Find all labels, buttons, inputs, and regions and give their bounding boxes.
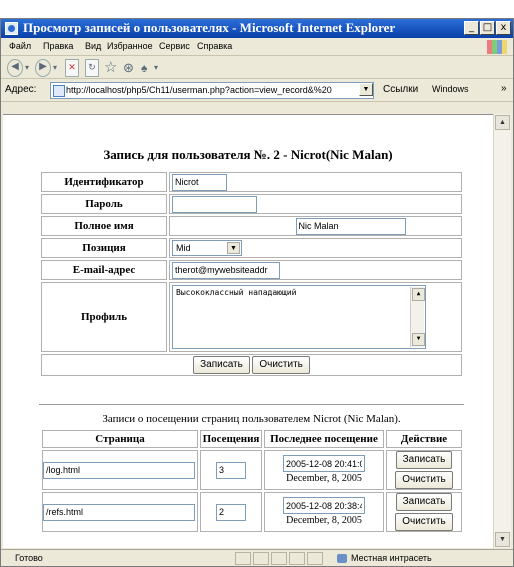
scroll-up-icon[interactable]: ▲ — [495, 115, 510, 130]
browser-window — [0, 18, 514, 567]
windows-link[interactable]: Windows — [432, 84, 469, 94]
status-cell — [271, 552, 287, 565]
visits-header-page: Страница — [42, 430, 198, 448]
back-icon[interactable]: ◀ — [7, 59, 23, 77]
page-title: Запись для пользователя №. 2 - Nicrot(Nic Malan) — [103, 147, 393, 162]
status-cell — [253, 552, 269, 565]
maximize-button[interactable]: □ — [480, 21, 495, 35]
status-bar — [1, 549, 513, 567]
position-label: Позиция — [41, 238, 167, 258]
fullname-label: Полное имя — [41, 216, 167, 236]
row-save-button[interactable]: Записать — [396, 451, 453, 469]
profile-textarea[interactable] — [172, 285, 426, 349]
page-content — [3, 114, 493, 548]
row-clear-button[interactable]: Очистить — [395, 513, 453, 531]
visit-date: December, 8, 2005 — [286, 515, 362, 526]
scroll-down-icon[interactable]: ▼ — [495, 532, 510, 547]
status-cell — [289, 552, 305, 565]
media-icon[interactable]: ♠ — [141, 61, 148, 75]
user-record-form — [39, 170, 464, 378]
address-label: Адрес: — [5, 84, 37, 95]
password-input[interactable] — [172, 196, 257, 213]
visits-header-count: Посещения — [200, 430, 262, 448]
id-input[interactable] — [172, 174, 227, 191]
status-ready: Готово — [15, 553, 43, 563]
address-input[interactable]: http://localhost/php5/Ch11/userman.php?action=view_record&%20 — [50, 82, 374, 99]
save-button[interactable]: Записать — [193, 356, 250, 374]
status-cell — [307, 552, 323, 565]
section-divider — [39, 404, 464, 405]
row-save-button[interactable]: Записать — [396, 493, 453, 511]
select-dropdown-icon[interactable]: ▼ — [227, 242, 240, 254]
ie-app-icon — [5, 22, 18, 35]
menu-favorites[interactable]: Избранное — [107, 41, 153, 51]
clear-button[interactable]: Очистить — [252, 356, 310, 374]
window-title: Просмотр записей о пользователях - Microsoft Internet Explorer — [23, 20, 396, 35]
fullname-input[interactable] — [296, 218, 406, 235]
windows-flag-icon — [487, 40, 507, 54]
visit-count-input[interactable] — [216, 504, 246, 521]
menu-bar — [1, 38, 513, 56]
visit-timestamp-input[interactable] — [283, 455, 365, 472]
menu-help[interactable]: Справка — [197, 41, 233, 51]
table-row — [42, 492, 462, 532]
profile-label: Профиль — [41, 282, 167, 352]
position-select[interactable] — [172, 240, 242, 256]
forward-icon[interactable]: ▶ — [35, 59, 51, 77]
page-scrollbar[interactable] — [493, 114, 511, 548]
row-clear-button[interactable]: Очистить — [395, 471, 453, 489]
email-label: E-mail-адрес — [41, 260, 167, 280]
back-dropdown-icon[interactable]: ▾ — [25, 63, 30, 72]
visit-date: December, 8, 2005 — [286, 473, 362, 484]
minimize-button[interactable]: _ — [464, 21, 479, 35]
menu-edit[interactable]: Правка — [43, 41, 74, 51]
profile-text: Высококлассный нападающий — [176, 288, 297, 297]
history-icon[interactable]: ⊛ — [123, 60, 134, 75]
status-cell — [235, 552, 251, 565]
menu-view[interactable]: Вид — [85, 41, 102, 51]
id-label: Идентификатор — [41, 172, 167, 192]
visit-page-input[interactable] — [43, 462, 195, 479]
visit-count-input[interactable] — [216, 462, 246, 479]
menu-tools[interactable]: Сервис — [159, 41, 190, 51]
address-dropdown-icon[interactable]: ▼ — [359, 83, 373, 96]
status-zone: Местная интрасеть — [337, 553, 432, 563]
title-bar[interactable] — [1, 19, 513, 38]
visit-timestamp-input[interactable] — [283, 497, 365, 514]
address-bar — [1, 80, 513, 102]
favorites-star-icon[interactable]: ☆ — [104, 59, 118, 76]
visits-table — [40, 428, 464, 534]
menu-file[interactable]: Файл — [9, 41, 32, 51]
position-select-value: Mid — [176, 243, 191, 253]
visits-caption: Записи о посещении страниц пользователем Nicrot (Nic Malan). — [102, 413, 401, 425]
table-row — [42, 450, 462, 490]
password-label: Пароль — [41, 194, 167, 214]
visits-header-last: Последнее посещение — [264, 430, 384, 448]
visit-page-input[interactable] — [43, 504, 195, 521]
links-label[interactable]: Ссылки — [383, 84, 419, 95]
more-links-icon[interactable]: » — [501, 83, 507, 94]
toolbar — [1, 57, 513, 79]
refresh-icon[interactable]: ↻ — [85, 59, 99, 77]
close-button[interactable]: x — [496, 21, 511, 35]
stop-icon[interactable]: ✕ — [65, 59, 79, 77]
visits-header-action: Действие — [386, 430, 462, 448]
media-dropdown-icon[interactable]: ▾ — [154, 63, 159, 72]
textarea-scrollbar[interactable] — [410, 287, 424, 347]
email-input[interactable] — [172, 262, 280, 279]
forward-dropdown-icon[interactable]: ▾ — [53, 63, 58, 72]
